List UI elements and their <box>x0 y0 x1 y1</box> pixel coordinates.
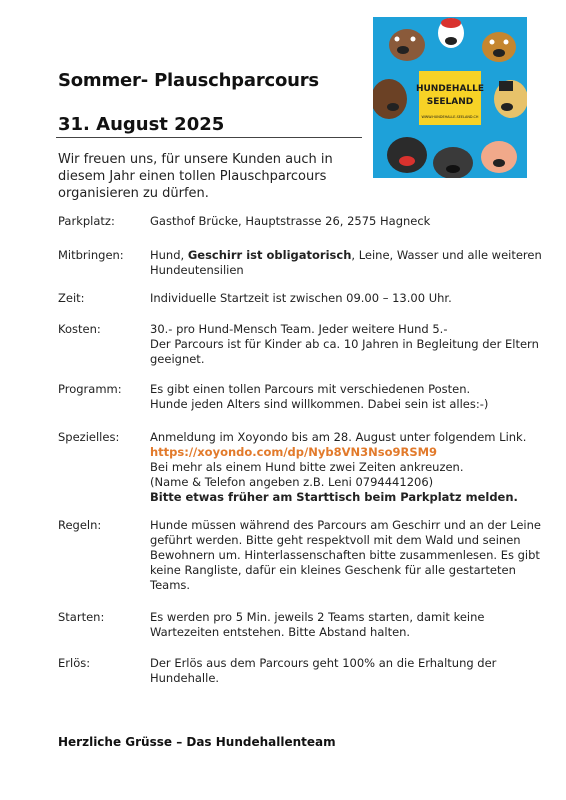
label-erloes: Erlös: <box>58 656 91 670</box>
page-title: Sommer- Plauschparcours <box>58 70 319 91</box>
dog-right-icon <box>494 80 527 118</box>
value-parkplatz: Gasthof Brücke, Hauptstrasse 26, 2575 Hagneck <box>150 214 431 228</box>
label-starten: Starten: <box>58 610 105 624</box>
value-spezielles-1: Anmeldung im Xoyondo bis am 28. August unter folgendem Link. <box>150 430 527 444</box>
value-spezielles-3: Bei mehr als einem Hund bitte zwei Zeiten ankreuzen. <box>150 460 464 474</box>
value-programm-2: Hunde jeden Alters sind willkommen. Dabei sein ist alles:-) <box>150 397 489 411</box>
xoyondo-link[interactable]: https://xoyondo.com/dp/Nyb8VN3Nso9RSM9 <box>150 445 438 459</box>
dog-top-left-icon <box>389 29 425 61</box>
value-zeit: Individuelle Startzeit ist zwischen 09.00 – 13.00 Uhr. <box>150 291 452 305</box>
value-regeln: Hunde müssen während des Parcours am Geschirr und an der Leine geführt werden. Bitte geht respektvoll mit dem Wald und seinen Bewohnern um. Hinterlassenschaften bitte zusammenlesen. Es gibt keine Rangliste, dafür ein kleines Geschenk für alle gestarteten Teams. <box>150 518 541 592</box>
label-spezielles: Spezielles: <box>58 430 120 444</box>
value-spezielles-4: (Name & Telefon angeben z.B. Leni 0794441206) <box>150 475 434 489</box>
hundehalle-logo <box>373 17 527 178</box>
value-programm-1: Es gibt einen tollen Parcours mit verschiedenen Posten. <box>150 382 471 396</box>
dog-bottom-right-icon <box>481 141 517 173</box>
mitbringen-post: , Leine, Wasser und alle weiteren Hundeutensilien <box>150 248 542 277</box>
mitbringen-pre: Hund, <box>150 248 188 262</box>
closing-signature: Herzliche Grüsse – Das Hundehallenteam <box>58 735 336 749</box>
label-programm: Programm: <box>58 382 122 396</box>
event-date: 31. August 2025 <box>58 114 225 135</box>
dog-top-right-icon <box>482 32 516 62</box>
intro-text: Wir freuen uns, für unsere Kunden auch in diesem Jahr einen tollen Plauschparcours organisieren zu dürfen. <box>58 152 333 201</box>
label-kosten: Kosten: <box>58 322 101 336</box>
label-mitbringen: Mitbringen: <box>58 248 124 262</box>
title-underline <box>56 137 362 138</box>
value-kosten-1: 30.- pro Hund-Mensch Team. Jeder weitere Hund 5.- <box>150 322 448 336</box>
dog-bottom-left-icon <box>387 137 427 173</box>
value-spezielles-5: Bitte etwas früher am Starttisch beim Parkplatz melden. <box>150 490 518 504</box>
value-starten: Es werden pro 5 Min. jeweils 2 Teams starten, damit keine Wartezeiten entstehen. Bitte Abstand halten. <box>150 610 485 639</box>
mitbringen-bold: Geschirr ist obligatorisch <box>187 248 352 262</box>
value-erloes: Der Erlös aus dem Parcours geht 100% an die Erhaltung der Hundehalle. <box>150 656 497 685</box>
dog-top-center-icon <box>438 18 464 48</box>
label-regeln: Regeln: <box>58 518 102 532</box>
label-zeit: Zeit: <box>58 291 85 305</box>
label-parkplatz: Parkplatz: <box>58 214 115 228</box>
dog-bottom-center-icon <box>433 147 473 178</box>
logo-line1: HUNDEHALLE <box>415 84 485 94</box>
logo-url: WWW.HUNDEHALLE-SEELAND.CH <box>421 115 479 119</box>
value-mitbringen <box>150 248 542 278</box>
logo-line2: SEELAND <box>426 97 474 107</box>
value-kosten-2: Der Parcours ist für Kinder ab ca. 10 Jahren in Begleitung der Eltern geeignet. <box>150 337 539 366</box>
